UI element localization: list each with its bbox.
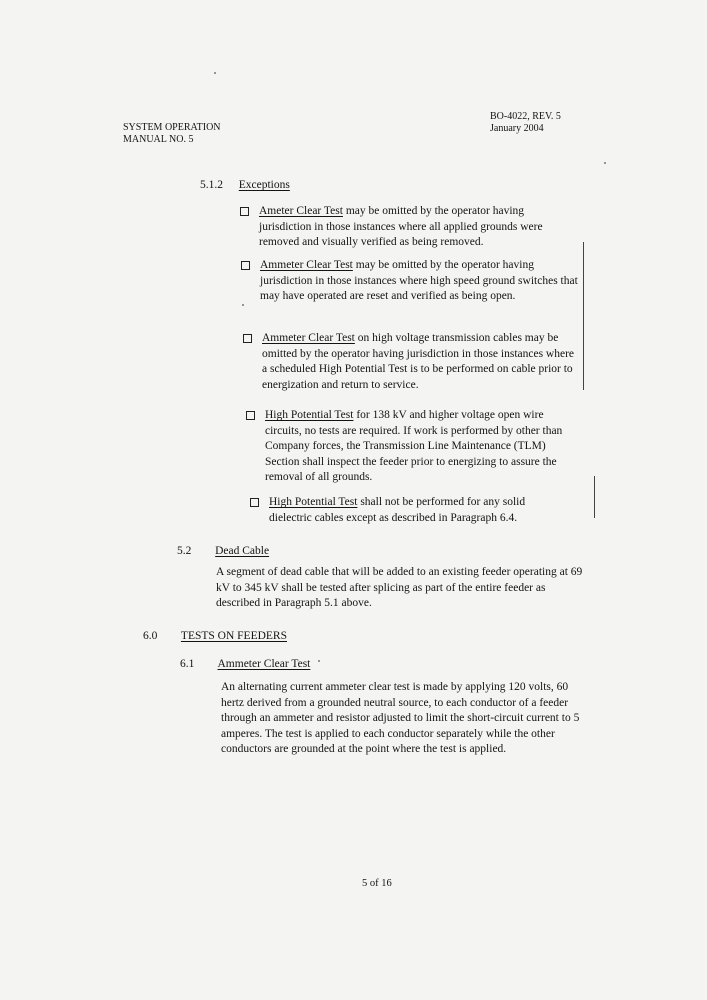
section-number: 6.0 (143, 630, 158, 642)
exception-item (241, 258, 579, 305)
section-6-1-heading (180, 657, 310, 671)
document-date: January 2004 (490, 123, 544, 134)
item-lead: Ammeter Clear Test (260, 259, 353, 271)
header-right (490, 111, 561, 135)
scan-speck (318, 660, 320, 662)
section-title: Dead Cable (215, 545, 270, 557)
section-number: 6.1 (180, 658, 195, 670)
manual-number: MANUAL NO. 5 (123, 134, 194, 145)
item-text: shall not be performed for any solid dielectric cables except as described in Paragraph 6.4. (269, 496, 526, 524)
header-left (123, 122, 221, 146)
section-title: TESTS ON FEEDERS (180, 630, 287, 642)
item-text: on high voltage transmission cables may be omitted by the operator having jurisdiction in those instances where a scheduled High Potential Test is to be performed on cable prior to energization and return to service. (262, 332, 575, 391)
section-5-1-2-heading (200, 178, 290, 192)
section-title: Ammeter Clear Test (217, 658, 311, 670)
item-text: for 138 kV and higher voltage open wire circuits, no tests are required. If work is performed by other than Company forces, the Transmission Line Maintenance (TLM) Section shall inspect the feeder prior to energizing to assure the removal of all grounds. (265, 409, 563, 483)
item-text: may be omitted by the operator having jurisdiction in those instances where high speed ground switches that may have operated are reset and verified as being open. (260, 259, 578, 302)
section-title: Exceptions (238, 179, 290, 191)
revision-bar (594, 476, 595, 518)
exception-item (243, 331, 581, 393)
revision-bar (583, 242, 584, 390)
document-revision: BO-4022, REV. 5 (490, 111, 561, 122)
section-5-2-heading (177, 544, 269, 558)
exception-item (240, 204, 575, 251)
manual-title: SYSTEM OPERATION (123, 122, 221, 133)
checkbox-icon (246, 411, 255, 420)
checkbox-icon (240, 207, 249, 216)
scan-speck (214, 72, 216, 74)
checkbox-icon (241, 261, 250, 270)
item-lead: High Potential Test (269, 496, 358, 508)
section-number: 5.1.2 (200, 179, 223, 191)
scan-speck (604, 162, 606, 164)
item-text: may be omitted by the operator having jurisdiction in those instances where all applied grounds were removed and visually verified as being removed. (259, 205, 543, 248)
section-6-0-heading (143, 629, 287, 643)
exception-item (250, 495, 570, 526)
checkbox-icon (243, 334, 252, 343)
checkbox-icon (250, 498, 259, 507)
item-lead: High Potential Test (265, 409, 354, 421)
item-lead: Ammeter Clear Test (262, 332, 355, 344)
section-number: 5.2 (177, 545, 192, 557)
section-5-2-body: A segment of dead cable that will be added to an existing feeder operating at 69 kV to 345 kV shall be tested after splicing as part of the entire feeder as described in Paragraph 5.1 above. (216, 566, 583, 609)
section-6-1-body: An alternating current ammeter clear test is made by applying 120 volts, 60 hertz derived from a grounded neutral source, to each conductor of a feeder through an ammeter and resistor adjusted to limit the short-circuit current to 5 amperes. The test is applied to each conductor separately while the other conductors are grounded at the point where the test is applied. (221, 681, 580, 755)
page-number: 5 of 16 (362, 878, 392, 889)
exception-item (246, 408, 576, 486)
item-lead: Ameter Clear Test (259, 205, 343, 217)
